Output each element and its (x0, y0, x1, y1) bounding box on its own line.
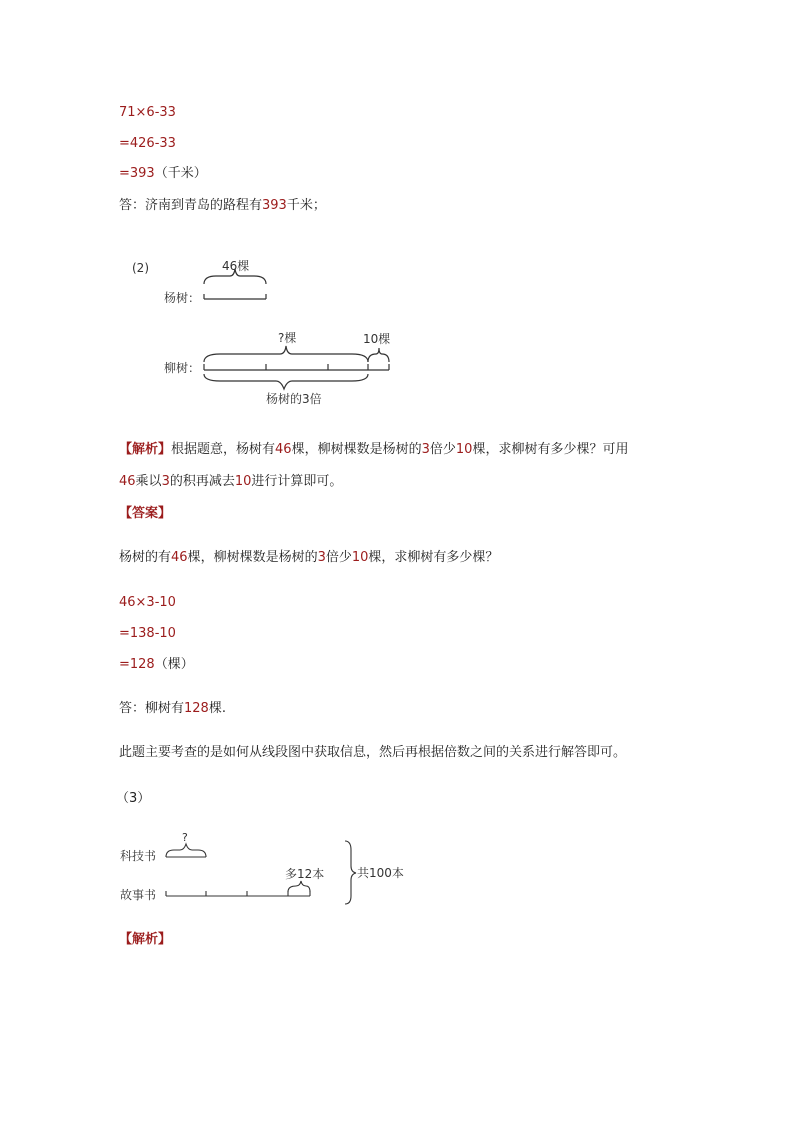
analysis-number: 3 (421, 442, 430, 457)
analysis-text: 根据题意，杨树有 (171, 442, 276, 457)
analysis-number: 46 (275, 442, 292, 457)
analysis-text: 棵，柳树棵数是杨树的 (291, 442, 422, 457)
question-text: 棵，柳树棵数是杨树的 (187, 550, 318, 565)
tech-unknown-label: ? (182, 831, 188, 844)
calc-line-3 (119, 166, 207, 182)
answer-prefix: 答：济南到青岛的路程有 (119, 198, 263, 213)
line-segment-diagram-3 (112, 828, 412, 910)
analysis-text: 进行计算即可。 (251, 474, 343, 489)
line-segment-diagram-2 (120, 250, 410, 415)
question-text: 杨树的有 (119, 550, 172, 565)
calc2-line-2: =138-10 (119, 626, 176, 641)
calc-unit: （千米） (154, 166, 207, 181)
three-times-label: 杨树的3倍 (266, 392, 322, 406)
analysis-tag: 【解析】 (119, 442, 172, 457)
three-times-brace (204, 374, 368, 389)
story-extra-label: 多12本 (285, 867, 325, 881)
analysis-number: 10 (455, 442, 473, 457)
answer-suffix: 千米； (286, 198, 326, 213)
tech-brace (166, 844, 206, 857)
analysis-3-tag: 【解析】 (119, 932, 172, 947)
total-label: 共100本 (357, 866, 404, 880)
liu-extra-brace (368, 348, 389, 362)
analysis-text: 的积再减去 (169, 474, 235, 489)
calc-line-1: 71×6-33 (119, 105, 176, 120)
yang-label: 杨树： (164, 291, 201, 305)
answer-line-1 (119, 198, 326, 214)
calc2-unit: （棵） (154, 657, 194, 672)
yang-count-label: 46棵 (222, 259, 250, 273)
calc-result: =393 (119, 166, 155, 181)
question-number: 10 (351, 550, 369, 565)
answer2-conclusion (119, 701, 226, 717)
conclusion-suffix: 棵. (208, 701, 226, 716)
analysis-number: 3 (161, 474, 170, 489)
calc2-result: =128 (119, 657, 155, 672)
figure3-number: （3） (116, 791, 151, 806)
analysis-text: 倍少 (429, 442, 456, 457)
question-text: 棵，求柳树有多少棵？ (368, 550, 499, 565)
question-number: 3 (317, 550, 326, 565)
answer-number: 393 (262, 198, 287, 213)
question-text: 倍少 (325, 550, 352, 565)
answer-question (119, 550, 498, 566)
figure-number: (2) (132, 261, 149, 275)
story-label: 故事书 (120, 888, 157, 902)
conclusion-number: 128 (184, 701, 209, 716)
liu-unknown-brace (204, 346, 368, 362)
summary-line: 此题主要考查的是如何从线段图中获取信息，然后再根据倍数之间的关系进行解答即可。 (119, 745, 627, 760)
analysis-text: 乘以 (135, 474, 162, 489)
calc2-line-1: 46×3-10 (119, 595, 176, 610)
calc2-line-3 (119, 657, 194, 673)
total-brace (345, 841, 356, 904)
conclusion-prefix: 答：柳树有 (119, 701, 185, 716)
analysis-number: 10 (234, 474, 252, 489)
yang-brace (204, 269, 266, 284)
liu-extra-label: 10棵 (363, 332, 391, 346)
analysis-2-line-1 (119, 442, 628, 458)
answer-tag: 【答案】 (119, 506, 172, 521)
calc-line-2: =426-33 (119, 136, 176, 151)
story-extra-brace (288, 881, 310, 892)
analysis-text: 棵，求柳树有多少棵？可用 (472, 442, 629, 457)
tech-label: 科技书 (120, 849, 157, 863)
liu-label: 柳树： (164, 361, 201, 375)
analysis-2-line-2 (119, 474, 342, 490)
question-number: 46 (171, 550, 188, 565)
liu-unknown-label: ?棵 (278, 331, 297, 345)
analysis-number: 46 (119, 474, 136, 489)
